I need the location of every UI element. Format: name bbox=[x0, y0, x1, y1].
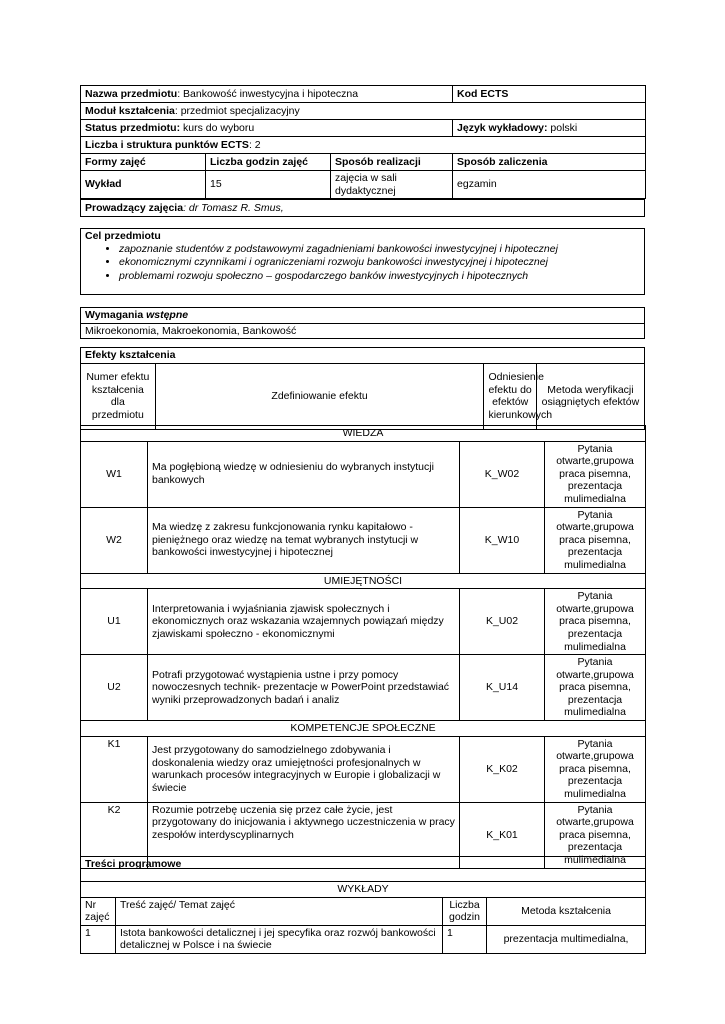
language-cell: Język wykładowy: polski bbox=[453, 120, 646, 137]
course-name-cell: Nazwa przedmiotu: Bankowość inwestycyjna i hipoteczna bbox=[81, 86, 453, 103]
outcome-text: Potrafi przygotować wystąpienia ustne i przy pomocy nowoczesnych technik- prezentacje w PowerPoint przedstawiać wyniki przeprowadzonych badań i analiz bbox=[148, 655, 460, 721]
ects-code-cell: Kod ECTS bbox=[453, 86, 646, 103]
contents-header-nr: Nr zajęć bbox=[81, 897, 116, 925]
outcomes-title: Efekty kształcenia bbox=[81, 348, 645, 364]
contents-subheader: WYKŁADY bbox=[81, 882, 646, 898]
contents-header-hours: Liczba godzin bbox=[443, 897, 487, 925]
realization-value: zajęcia w sali dydaktycznej bbox=[331, 171, 453, 199]
outcome-method: Pytania otwarte,grupowa praca pisemna, prezentacja mulimedialna bbox=[545, 655, 646, 721]
outcome-id: W2 bbox=[81, 507, 148, 573]
contents-row-nr: 1 bbox=[81, 925, 116, 953]
outcome-method: Pytania otwarte,grupowa praca pisemna, prezentacja mulimedialna bbox=[545, 441, 646, 507]
lecturer-cell: Prowadzący zajęcia: dr Tomasz R. Smus, bbox=[81, 200, 645, 217]
outcome-text: Ma wiedzę z zakresu funkcjonowania rynku kapitałowo - pieniężnego oraz wiedzę na temat wybranych instytucji w bankowości inwestycyjnej i hipotecznej bbox=[148, 507, 460, 573]
contents-header-method: Metoda kształcenia bbox=[487, 897, 646, 925]
outcome-text: Interpretowania i wyjaśniania zjawisk społecznych i ekonomicznych oraz wskazania wzajemnych powiązań między zjawiskami społeczno - ekonomicznymi bbox=[148, 589, 460, 655]
lecturer-table bbox=[80, 199, 645, 217]
outcomes-header-method: Metoda weryfikacji osiągniętych efektów bbox=[536, 363, 644, 429]
goals-title: Cel przedmiotu bbox=[85, 230, 161, 242]
outcome-id: U2 bbox=[81, 655, 148, 721]
contents-row-topic: Istota bankowości detalicznej i jej specyfika oraz rozwój bankowości detalicznej w Polsce i na świecie bbox=[116, 925, 443, 953]
contents-table bbox=[80, 856, 646, 954]
section-wiedza: WIEDZA bbox=[81, 426, 646, 442]
goal-item: • ekonomicznymi czynnikami i ograniczeniami rozwoju bankowości inwestycyjnej i hipotecznej bbox=[119, 256, 640, 270]
outcome-id: U1 bbox=[81, 589, 148, 655]
outcome-method: Pytania otwarte,grupowa praca pisemna, prezentacja mulimedialna bbox=[545, 507, 646, 573]
col-realization: Sposób realizacji bbox=[331, 154, 453, 171]
outcome-method: Pytania otwarte,grupowa praca pisemna, prezentacja mulimedialna bbox=[545, 736, 646, 802]
module-cell: Moduł kształcenia: przedmiot specjalizacyjny bbox=[81, 103, 646, 120]
outcomes-header-definition: Zdefiniowanie efektu bbox=[155, 363, 484, 429]
outcome-ref: K_K02 bbox=[460, 736, 545, 802]
outcomes-header-reference: Odniesienie efektu do efektów kierunkowych bbox=[484, 363, 536, 429]
outcome-id: K2 bbox=[81, 802, 148, 868]
hours-value: 15 bbox=[206, 171, 331, 199]
col-assessment: Sposób zaliczenia bbox=[453, 154, 646, 171]
outcome-method: Pytania otwarte,grupowa praca pisemna, prezentacja mulimedialna bbox=[545, 589, 646, 655]
goal-item: • problemami rozwoju społeczno – gospodarczego banków inwestycyjnych i hipotecznych bbox=[119, 270, 640, 284]
prerequisites-table bbox=[80, 307, 645, 339]
contents-header-topic: Treść zajęć/ Temat zajęć bbox=[116, 897, 443, 925]
contents-title: Treści programowe bbox=[81, 857, 646, 882]
form-value: Wykład bbox=[81, 171, 206, 199]
assessment-value: egzamin bbox=[453, 171, 646, 199]
col-forms: Formy zajęć bbox=[81, 154, 206, 171]
section-umiejetnosci: UMIEJĘTNOŚCI bbox=[81, 573, 646, 589]
contents-row-method: prezentacja multimedialna, bbox=[487, 925, 646, 953]
contents-row-hours: 1 bbox=[443, 925, 487, 953]
outcome-text: Ma pogłębioną wiedzę w odniesieniu do wybranych instytucji bankowych bbox=[148, 441, 460, 507]
goals-list bbox=[85, 243, 640, 284]
outcome-id: W1 bbox=[81, 441, 148, 507]
goals-cell bbox=[81, 229, 645, 295]
course-header-table bbox=[80, 85, 646, 199]
section-kompetencje: KOMPETENCJE SPOŁECZNE bbox=[81, 721, 646, 737]
goals-table bbox=[80, 228, 645, 295]
outcomes-table bbox=[80, 347, 645, 430]
outcomes-header-number: Numer efektu kształcenia dla przedmiotu bbox=[81, 363, 156, 429]
outcomes-body-table bbox=[80, 425, 646, 869]
outcome-text: Jest przygotowany do samodzielnego zdobywania i doskonalenia wiedzy oraz umiejętności profesjonalnych w warunkach procesów integracyjnych w Europie i globalizacji w świecie bbox=[148, 736, 460, 802]
outcome-ref: K_U14 bbox=[460, 655, 545, 721]
outcome-ref: K_U02 bbox=[460, 589, 545, 655]
prerequisites-value: Mikroekonomia, Makroekonomia, Bankowość bbox=[81, 323, 645, 339]
outcome-ref: K_K01 bbox=[460, 802, 545, 868]
outcome-ref: K_W10 bbox=[460, 507, 545, 573]
outcome-method: Pytania otwarte,grupowa praca pisemna, prezentacja mulimedialna bbox=[545, 802, 646, 868]
outcome-ref: K_W02 bbox=[460, 441, 545, 507]
ects-points-cell: Liczba i struktura punktów ECTS: 2 bbox=[81, 137, 646, 154]
goal-item: • zapoznanie studentów z podstawowymi zagadnieniami bankowości inwestycyjnej i hipotecznej bbox=[119, 243, 640, 257]
outcome-text: Rozumie potrzebę uczenia się przez całe życie, jest przygotowany do inicjowania i aktywnego uczestniczenia w pracy zespołów interdyscyplinarnych bbox=[148, 802, 460, 868]
col-hours: Liczba godzin zajęć bbox=[206, 154, 331, 171]
prerequisites-label: Wymagania wstępne bbox=[81, 308, 645, 324]
status-cell: Status przedmiotu: kurs do wyboru bbox=[81, 120, 453, 137]
outcome-id: K1 bbox=[81, 736, 148, 802]
